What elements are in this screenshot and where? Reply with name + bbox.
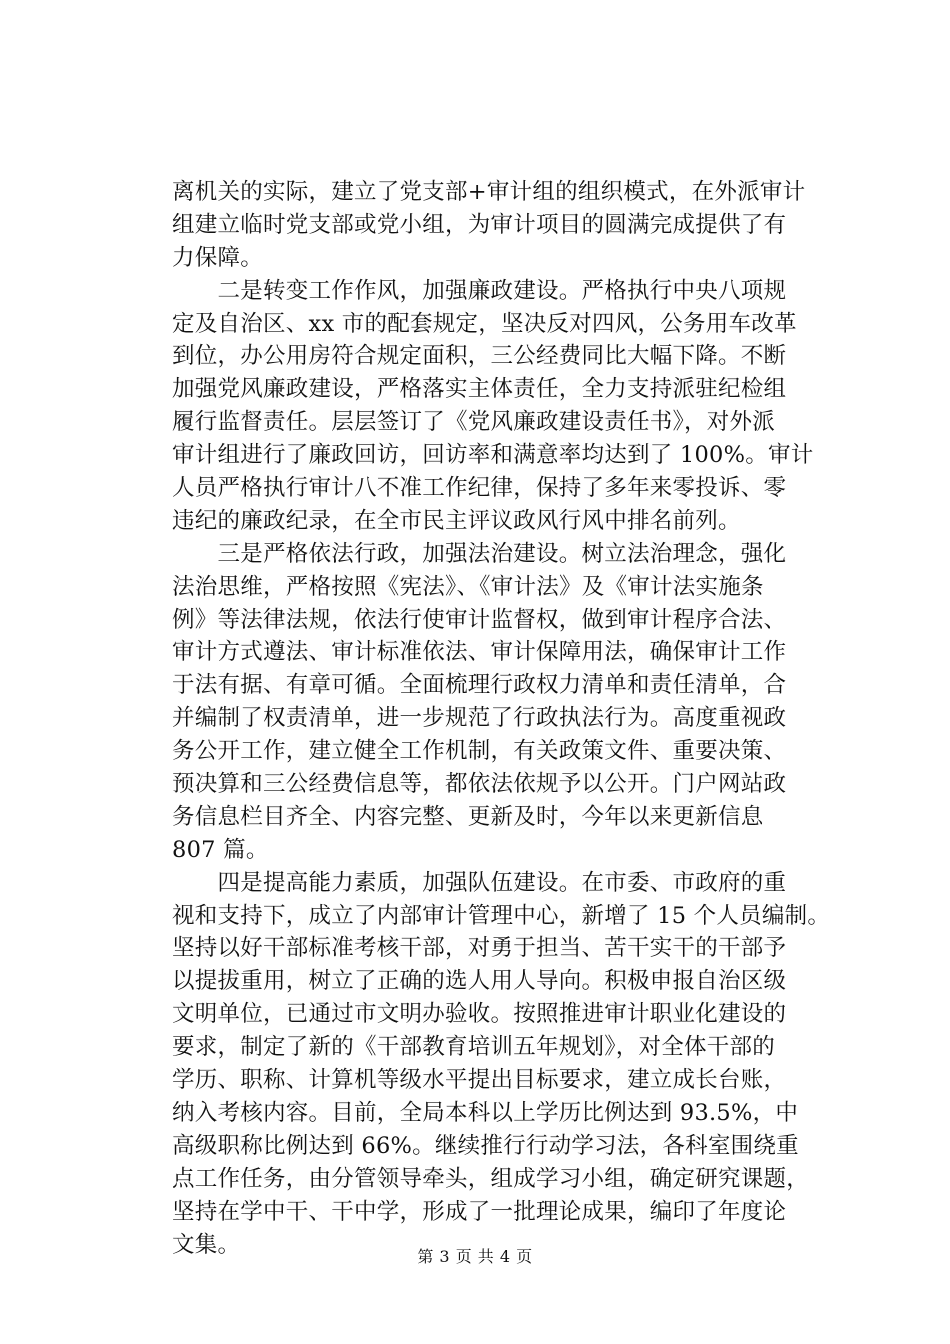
text-line: 定及自治区、xx 市的配套规定，坚决反对四风，公务用车改革 — [172, 310, 797, 337]
text-line: 文集。 — [172, 1231, 241, 1258]
text-line: 视和支持下，成立了内部审计管理中心，新增了 15 个人员编制。 — [172, 902, 831, 929]
text-line: 法治思维，严格按照《宪法》、《审计法》及《审计法实施条 — [172, 573, 764, 600]
text-line: 人员严格执行审计八不准工作纪律，保持了多年来零投诉、零 — [172, 475, 787, 502]
text-line: 高级职称比例达到 66%。继续推行行动学习法，各科室围绕重 — [172, 1132, 799, 1159]
text-line: 点工作任务，由分管领导牵头，组成学习小组，确定研究课题， — [172, 1165, 810, 1192]
text-line: 学历、职称、计算机等级水平提出目标要求，建立成长台账， — [172, 1067, 787, 1094]
paragraph-start-line: 四是提高能力素质，加强队伍建设。在市委、市政府的重 — [172, 869, 787, 896]
paragraph-start-line: 三是严格依法行政，加强法治建设。树立法治理念，强化 — [172, 540, 787, 567]
text-line: 并编制了权责清单，进一步规范了行政执法行为。高度重视政 — [172, 705, 787, 732]
text-line: 以提拔重用，树立了正确的选人用人导向。积极申报自治区级 — [172, 968, 787, 995]
text-line: 离机关的实际，建立了党支部+审计组的组织模式，在外派审计 — [172, 179, 806, 205]
text-line: 坚持在学中干、干中学，形成了一批理论成果，编印了年度论 — [172, 1198, 787, 1225]
text-line: 文明单位，已通过市文明办验收。按照推进审计职业化建设的 — [172, 1001, 787, 1028]
paragraph-start-line: 二是转变工作作风，加强廉政建设。严格执行中央八项规 — [172, 277, 787, 304]
page-number-footer: 第 3 页 共 4 页 — [417, 1247, 533, 1266]
text-line: 纳入考核内容。目前，全局本科以上学历比例达到 93.5%，中 — [172, 1099, 799, 1126]
text-line: 违纪的廉政纪录，在全市民主评议政风行风中排名前列。 — [172, 507, 741, 534]
text-line: 力保障。 — [172, 244, 264, 271]
text-line: 例》等法律法规，依法行使审计监督权，做到审计程序合法、 — [172, 606, 787, 633]
text-line: 要求，制定了新的《干部教育培训五年规划》，对全体干部的 — [172, 1034, 776, 1061]
text-line: 履行监督责任。层层签订了《党风廉政建设责任书》，对外派 — [172, 409, 776, 436]
text-line: 于法有据、有章可循。全面梳理行政权力清单和责任清单，合 — [172, 672, 787, 699]
text-line: 务信息栏目齐全、内容完整、更新及时，今年以来更新信息 — [172, 803, 764, 830]
text-line: 加强党风廉政建设，严格落实主体责任，全力支持派驻纪检组 — [172, 376, 787, 403]
text-line: 务公开工作，建立健全工作机制，有关政策文件、重要决策、 — [172, 738, 787, 765]
text-line: 到位，办公用房符合规定面积，三公经费同比大幅下降。不断 — [172, 343, 787, 370]
text-line: 审计组进行了廉政回访，回访率和满意率均达到了 100%。审计 — [172, 442, 814, 469]
text-line: 807 篇。 — [172, 836, 269, 863]
body-text — [172, 176, 832, 1261]
text-line: 坚持以好干部标准考核干部，对勇于担当、苦干实干的干部予 — [172, 935, 787, 962]
text-line: 审计方式遵法、审计标准依法、审计保障用法，确保审计工作 — [172, 639, 787, 666]
text-line: 组建立临时党支部或党小组，为审计项目的圆满完成提供了有 — [172, 211, 787, 238]
text-line: 预决算和三公经费信息等，都依法依规予以公开。门户网站政 — [172, 771, 787, 798]
